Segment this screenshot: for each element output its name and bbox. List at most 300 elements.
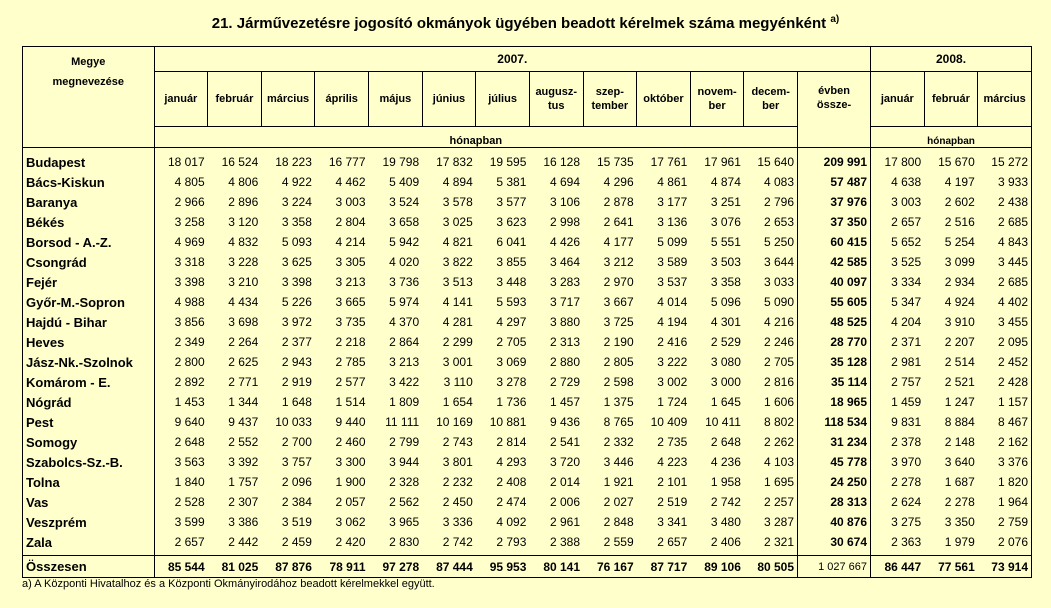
county-name: Veszprém: [23, 512, 155, 532]
month-2007-header-line: ber: [762, 100, 780, 112]
value-2007-cell: 17 961: [704, 155, 741, 169]
value-2007-cell: 4 832: [228, 235, 259, 249]
year-total-cell: 28 770: [798, 332, 871, 352]
county-column-header: [23, 47, 155, 148]
value-2007-cell: 3 392: [228, 455, 259, 469]
value-2007-cell: 4 281: [442, 315, 473, 329]
value-2008-cell: 3 933: [978, 172, 1032, 192]
value-2007-cell: 3 213: [389, 355, 420, 369]
value-2007-cell: 3 062: [335, 515, 366, 529]
value-2007-cell: 3 563: [154, 452, 208, 472]
table-row: [23, 472, 1032, 492]
value-2007-cell: 4 020: [389, 255, 420, 269]
value-2007-cell: 4 177: [603, 235, 634, 249]
grand-total-cell: 1 027 667: [798, 556, 871, 578]
value-2007-cell: 3 358: [710, 275, 741, 289]
value-2007-cell: 2 943: [281, 355, 312, 369]
value-2008-cell: 3 350: [944, 515, 975, 529]
value-2008-cell: 1 157: [978, 392, 1032, 412]
county-name: Nógrád: [23, 392, 155, 412]
value-2007-cell: 3 855: [496, 255, 527, 269]
value-2007-cell: 17 832: [436, 155, 473, 169]
value-2007-cell: 1 606: [764, 395, 795, 409]
month-2007-header-line: június: [432, 93, 466, 105]
value-2007-cell: 2 377: [281, 335, 312, 349]
county-column-header-line: Megye: [71, 56, 106, 68]
value-2008-cell: 86 447: [871, 556, 925, 578]
value-2007-cell: 4 434: [228, 295, 259, 309]
value-2007-cell: 3 757: [281, 455, 312, 469]
value-2008-cell: 3 970: [891, 455, 922, 469]
value-2007-cell: 3 210: [228, 275, 259, 289]
table-row: [23, 352, 1032, 372]
value-2008-cell: 2 685: [978, 212, 1032, 232]
value-2007-cell: 4 214: [335, 235, 366, 249]
value-2007-cell: 2 641: [603, 215, 634, 229]
county-name: Borsod - A.-Z.: [23, 232, 155, 252]
value-2007-cell: 2 408: [496, 475, 527, 489]
value-2007-cell: 4 223: [657, 455, 688, 469]
value-2007-cell: 2 799: [389, 435, 420, 449]
value-2007-cell: 4 988: [154, 292, 208, 312]
value-2007-cell: 2 598: [603, 375, 634, 389]
value-2007-cell: 1 453: [154, 392, 208, 412]
county-name: Fejér: [23, 272, 155, 292]
value-2007-cell: 3 398: [154, 272, 208, 292]
value-2007-cell: 3 251: [710, 195, 741, 209]
year-total-cell: 57 487: [798, 172, 871, 192]
county-name: Győr-M.-Sopron: [23, 292, 155, 312]
value-2007-cell: 3 589: [657, 255, 688, 269]
value-2008-cell: 8 884: [944, 415, 975, 429]
value-2008-cell: 2 514: [944, 355, 975, 369]
value-2007-cell: 81 025: [208, 556, 262, 578]
value-2007-cell: 2 814: [496, 435, 527, 449]
value-2007-cell: 3 422: [389, 375, 420, 389]
value-2007-cell: 2 800: [154, 352, 208, 372]
value-2007-cell: 3 448: [496, 275, 527, 289]
value-2007-cell: 2 880: [550, 355, 581, 369]
value-2007-cell: 8 765: [603, 415, 634, 429]
year-total-cell: 37 350: [798, 212, 871, 232]
value-2007-cell: 2 657: [657, 535, 688, 549]
value-2007-cell: 2 388: [550, 535, 581, 549]
value-2007-cell: 3 341: [657, 515, 688, 529]
value-2007-cell: 3 513: [442, 275, 473, 289]
value-2007-cell: 3 480: [710, 515, 741, 529]
value-2007-cell: 4 296: [603, 175, 634, 189]
value-2007-cell: 2 190: [603, 335, 634, 349]
value-2007-cell: 2 648: [154, 432, 208, 452]
value-2007-cell: 3 537: [657, 275, 688, 289]
value-2007-cell: 78 911: [315, 556, 369, 578]
year-total-cell: 35 128: [798, 352, 871, 372]
value-2008-cell: 4 638: [891, 175, 922, 189]
value-2007-cell: 3 033: [764, 275, 795, 289]
table-row: [23, 252, 1032, 272]
value-2007-cell: 2 625: [228, 355, 259, 369]
value-2007-cell: 2 096: [281, 475, 312, 489]
county-column-header-line: megnevezése: [52, 76, 125, 88]
value-2008-cell: 3 334: [891, 275, 922, 289]
value-2007-cell: 18 223: [275, 155, 312, 169]
value-2007-cell: 3 965: [389, 515, 420, 529]
table-row: [23, 212, 1032, 232]
value-2007-cell: 1 900: [335, 475, 366, 489]
value-2007-cell: 4 083: [764, 175, 795, 189]
value-2007-cell: 3 599: [154, 512, 208, 532]
value-2007-cell: 2 816: [764, 375, 795, 389]
value-2008-cell: 15 272: [978, 152, 1032, 172]
value-2007-cell: 8 802: [764, 415, 795, 429]
value-2007-cell: 3 287: [764, 515, 795, 529]
value-2007-cell: 1 840: [154, 472, 208, 492]
value-2007-cell: 2 313: [550, 335, 581, 349]
value-2007-cell: 3 736: [389, 275, 420, 289]
table-row: [23, 192, 1032, 212]
value-2007-cell: 4 694: [550, 175, 581, 189]
value-2007-cell: 9 436: [550, 415, 581, 429]
value-2007-cell: 2 541: [550, 435, 581, 449]
value-2007-cell: 3 258: [154, 212, 208, 232]
year-total-cell: 40 097: [798, 272, 871, 292]
value-2008-cell: 1 687: [944, 475, 975, 489]
value-2007-cell: 3 001: [442, 355, 473, 369]
month-2007-header: [369, 72, 423, 127]
month-2007-header: [261, 72, 315, 127]
value-2007-cell: 3 177: [657, 195, 688, 209]
value-2007-cell: 97 278: [369, 556, 423, 578]
value-2007-cell: 1 648: [281, 395, 312, 409]
value-2007-cell: 4 462: [335, 175, 366, 189]
value-2007-cell: 3 735: [335, 315, 366, 329]
value-2007-cell: 10 169: [436, 415, 473, 429]
header-row-years: [23, 47, 1032, 72]
value-2007-cell: 2 474: [496, 495, 527, 509]
month-2007-header-line: március: [266, 93, 310, 105]
value-2007-cell: 4 426: [550, 235, 581, 249]
value-2007-cell: 2 742: [710, 495, 741, 509]
value-2007-cell: 2 562: [389, 495, 420, 509]
value-2007-cell: 2 101: [657, 475, 688, 489]
county-name: Budapest: [23, 152, 155, 172]
year-total-cell: 42 585: [798, 252, 871, 272]
table-row: [23, 512, 1032, 532]
month-2008-header: [871, 72, 925, 127]
value-2007-cell: 2 805: [603, 355, 634, 369]
year-2008-header: 2008.: [871, 47, 1032, 72]
value-2007-cell: 2 796: [764, 195, 795, 209]
month-2007-header: [583, 72, 637, 127]
value-2007-cell: 87 876: [261, 556, 315, 578]
table-title: [0, 14, 1051, 32]
value-2007-cell: 2 998: [550, 215, 581, 229]
value-2007-cell: 5 974: [389, 295, 420, 309]
value-2008-cell: 2 438: [978, 192, 1032, 212]
year-total-header-line: össze-: [816, 99, 852, 111]
value-2007-cell: 3 002: [657, 375, 688, 389]
value-2007-cell: 4 194: [657, 315, 688, 329]
value-2008-cell: 2 428: [978, 372, 1032, 392]
value-2008-cell: 2 516: [944, 215, 975, 229]
county-name: Baranya: [23, 192, 155, 212]
value-2007-cell: 2 961: [550, 515, 581, 529]
value-2007-cell: 2 705: [496, 335, 527, 349]
value-2007-cell: 4 894: [442, 175, 473, 189]
value-2008-cell: 17 800: [884, 155, 922, 169]
value-2007-cell: 3 025: [442, 215, 473, 229]
value-2007-cell: 3 944: [389, 455, 420, 469]
value-2007-cell: 5 381: [496, 175, 527, 189]
value-2007-cell: 3 698: [228, 315, 259, 329]
value-2007-cell: 2 577: [335, 375, 366, 389]
value-2007-cell: 4 141: [442, 295, 473, 309]
value-2007-cell: 3 856: [154, 312, 208, 332]
value-2007-cell: 10 881: [489, 415, 527, 429]
month-2007-header-line: február: [215, 93, 254, 105]
table-row: [23, 272, 1032, 292]
value-2007-cell: 4 014: [657, 295, 688, 309]
month-2007-header-line: május: [379, 93, 412, 105]
value-2007-cell: 16 524: [221, 155, 259, 169]
value-2007-cell: 2 735: [657, 435, 688, 449]
month-2007-header: [690, 72, 744, 127]
table-title-text: 21. Járművezetésre jogosító okmányok ügyében beadott kérelmek száma megyénként: [211, 15, 827, 32]
county-name: Komárom - E.: [23, 372, 155, 392]
year-total-header: [798, 72, 871, 148]
value-2007-cell: 10 409: [650, 415, 688, 429]
value-2008-cell: 15 670: [938, 155, 975, 169]
table-row: [23, 412, 1032, 432]
county-name: Pest: [23, 412, 155, 432]
value-2007-cell: 2 307: [228, 495, 259, 509]
table-row: [23, 532, 1032, 552]
year-total-header-line: évben: [818, 85, 850, 97]
value-2007-cell: 2 420: [335, 535, 366, 549]
value-2007-cell: 3 069: [496, 355, 527, 369]
table-row: [23, 172, 1032, 192]
value-2008-cell: 2 452: [978, 352, 1032, 372]
value-2007-cell: 2 559: [603, 535, 634, 549]
month-2007-header-line: tember: [591, 100, 629, 112]
value-2007-cell: 3 300: [335, 455, 366, 469]
county-name: Hajdú - Bihar: [23, 312, 155, 332]
value-2007-cell: 2 700: [281, 435, 312, 449]
value-2007-cell: 4 861: [657, 175, 688, 189]
value-2008-cell: 1 247: [944, 395, 975, 409]
value-2007-cell: 2 653: [764, 215, 795, 229]
value-2007-cell: 3 278: [496, 375, 527, 389]
value-2007-cell: 2 552: [228, 435, 259, 449]
value-2007-cell: 19 798: [382, 155, 420, 169]
value-2007-cell: 95 953: [476, 556, 530, 578]
county-name: Zala: [23, 532, 155, 552]
value-2007-cell: 2 332: [603, 435, 634, 449]
month-2007-header: [422, 72, 476, 127]
year-total-cell: 45 778: [798, 452, 871, 472]
value-2007-cell: 4 103: [764, 455, 795, 469]
value-2008-cell: 3 640: [944, 455, 975, 469]
value-2008-cell: 2 076: [978, 532, 1032, 552]
value-2007-cell: 3 120: [228, 215, 259, 229]
value-2007-cell: 16 777: [328, 155, 366, 169]
value-2007-cell: 2 529: [710, 335, 741, 349]
month-2007-header-line: augusz-: [535, 86, 577, 98]
value-2008-cell: 2 162: [978, 432, 1032, 452]
value-2007-cell: 1 514: [335, 395, 366, 409]
year-total-cell: 37 976: [798, 192, 871, 212]
month-2007-header: [476, 72, 530, 127]
value-2008-cell: 2 657: [891, 215, 922, 229]
month-2008-header-line: február: [932, 93, 970, 105]
value-2007-cell: 3 464: [550, 255, 581, 269]
value-2007-cell: 2 919: [281, 375, 312, 389]
year-total-cell: 40 876: [798, 512, 871, 532]
value-2007-cell: 2 742: [442, 535, 473, 549]
table-row: [23, 492, 1032, 512]
value-2007-cell: 2 299: [442, 335, 473, 349]
value-2007-cell: 2 057: [335, 495, 366, 509]
county-name: Békés: [23, 212, 155, 232]
value-2007-cell: 3 000: [710, 375, 741, 389]
value-2007-cell: 87 444: [422, 556, 476, 578]
value-2007-cell: 3 213: [335, 275, 366, 289]
year-total-cell: 60 415: [798, 232, 871, 252]
value-2007-cell: 5 593: [496, 295, 527, 309]
value-2007-cell: 2 966: [154, 192, 208, 212]
table-row: [23, 372, 1032, 392]
value-2007-cell: 2 384: [281, 495, 312, 509]
value-2007-cell: 4 969: [154, 232, 208, 252]
value-2007-cell: 1 375: [603, 395, 634, 409]
value-2007-cell: 4 370: [389, 315, 420, 329]
value-2007-cell: 2 729: [550, 375, 581, 389]
month-2007-header-line: április: [325, 93, 358, 105]
value-2007-cell: 2 793: [496, 535, 527, 549]
value-2007-cell: 4 092: [496, 515, 527, 529]
value-2007-cell: 3 725: [603, 315, 634, 329]
value-2008-cell: 2 934: [944, 275, 975, 289]
month-2007-header: [208, 72, 262, 127]
value-2007-cell: 2 416: [657, 335, 688, 349]
value-2007-cell: 15 640: [757, 155, 795, 169]
value-2007-cell: 80 141: [529, 556, 583, 578]
value-2007-cell: 4 821: [442, 235, 473, 249]
value-2008-cell: 5 652: [891, 235, 922, 249]
value-2008-cell: 2 981: [891, 355, 922, 369]
value-2007-cell: 3 386: [228, 515, 259, 529]
value-2007-cell: 4 805: [154, 172, 208, 192]
value-2008-cell: 3 275: [891, 515, 922, 529]
value-2007-cell: 3 880: [550, 315, 581, 329]
value-2007-cell: 3 136: [657, 215, 688, 229]
month-2007-header-line: novem-: [697, 86, 737, 98]
value-2007-cell: 5 099: [657, 235, 688, 249]
month-2007-header: [744, 72, 798, 127]
value-2007-cell: 1 695: [764, 475, 795, 489]
value-2007-cell: 2 848: [603, 515, 634, 529]
year-total-cell: 24 250: [798, 472, 871, 492]
value-2007-cell: 3 801: [442, 455, 473, 469]
month-2008-header-line: január: [880, 93, 914, 105]
table-row: [23, 152, 1032, 172]
month-2007-header-line: tus: [547, 100, 565, 112]
value-2007-cell: 2 232: [442, 475, 473, 489]
value-2007-cell: 2 257: [764, 495, 795, 509]
table-row: [23, 332, 1032, 352]
value-2008-cell: 4 843: [978, 232, 1032, 252]
value-2007-cell: 3 822: [442, 255, 473, 269]
month-2008-header-line: március: [983, 93, 1026, 105]
month-2008-header: [924, 72, 978, 127]
value-2007-cell: 3 336: [442, 515, 473, 529]
data-table: [22, 46, 1032, 578]
value-2007-cell: 2 027: [603, 495, 634, 509]
value-2007-cell: 3 578: [442, 195, 473, 209]
value-2007-cell: 3 076: [710, 215, 741, 229]
value-2007-cell: 3 665: [335, 295, 366, 309]
table-row: [23, 232, 1032, 252]
value-2007-cell: 85 544: [154, 556, 208, 578]
unit-2008-header: hónapban: [871, 127, 1032, 148]
title-footnote-mark: a): [830, 14, 840, 25]
total-row-label: Összesen: [23, 556, 155, 578]
value-2007-cell: 17 761: [650, 155, 688, 169]
value-2007-cell: 3 503: [710, 255, 741, 269]
value-2007-cell: 2 878: [603, 195, 634, 209]
month-2007-header: [529, 72, 583, 127]
value-2007-cell: 89 106: [690, 556, 744, 578]
value-2007-cell: 2 864: [389, 335, 420, 349]
year-total-cell: 55 605: [798, 292, 871, 312]
value-2007-cell: 6 041: [496, 235, 527, 249]
year-total-cell: 28 313: [798, 492, 871, 512]
year-total-cell: 118 534: [798, 412, 871, 432]
value-2008-cell: 2 278: [944, 495, 975, 509]
value-2007-cell: 4 216: [764, 315, 795, 329]
month-2007-header-line: ber: [708, 100, 726, 112]
value-2007-cell: 1 921: [603, 475, 634, 489]
value-2007-cell: 5 090: [764, 295, 795, 309]
value-2007-cell: 3 667: [603, 295, 634, 309]
value-2007-cell: 2 246: [764, 335, 795, 349]
month-2007-header: [637, 72, 691, 127]
value-2007-cell: 1 457: [550, 395, 581, 409]
value-2007-cell: 1 757: [228, 475, 259, 489]
value-2007-cell: 19 595: [489, 155, 527, 169]
value-2007-cell: 9 440: [335, 415, 366, 429]
value-2007-cell: 5 409: [389, 175, 420, 189]
value-2007-cell: 4 297: [496, 315, 527, 329]
value-2007-cell: 2 006: [550, 495, 581, 509]
value-2007-cell: 2 262: [764, 435, 795, 449]
month-2007-header-line: decem-: [751, 86, 790, 98]
value-2007-cell: 2 892: [154, 372, 208, 392]
year-total-cell: 48 525: [798, 312, 871, 332]
value-2007-cell: 2 406: [710, 535, 741, 549]
value-2007-cell: 3 524: [389, 195, 420, 209]
value-2007-cell: 3 283: [550, 275, 581, 289]
value-2008-cell: 1 979: [944, 535, 975, 549]
month-2007-header: [154, 72, 208, 127]
county-name: Somogy: [23, 432, 155, 452]
value-2007-cell: 2 349: [154, 332, 208, 352]
value-2007-cell: 1 958: [710, 475, 741, 489]
value-2007-cell: 2 519: [657, 495, 688, 509]
value-2007-cell: 76 167: [583, 556, 637, 578]
value-2007-cell: 5 942: [389, 235, 420, 249]
value-2007-cell: 3 972: [281, 315, 312, 329]
